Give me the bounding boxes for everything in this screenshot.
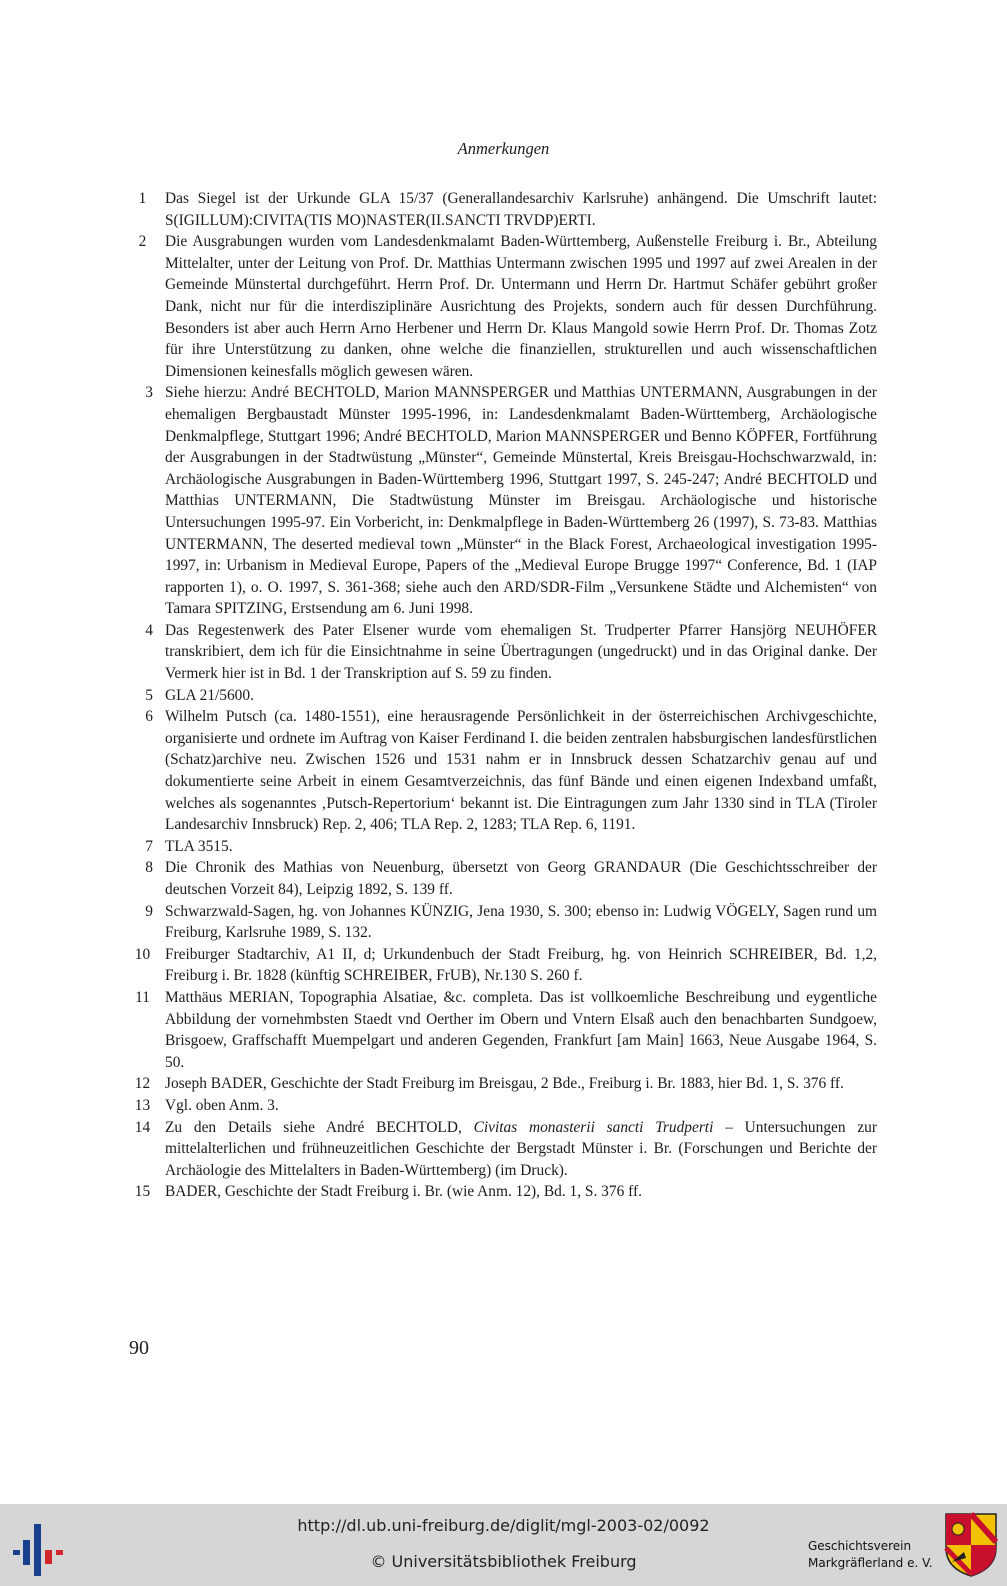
- endnote-12: [120, 1073, 877, 1095]
- endnote-number: 10: [134, 945, 151, 963]
- endnote-9: [120, 901, 877, 944]
- endnote-text: Siehe hierzu: André BECHTOLD, Marion MANNSPERGER und Matthias UNTERMANN, Ausgrabungen in der ehemaligen Bergbaustadt Münster 1995-1996, in: Landesdenkmalamt Baden-Württemberg, Archäologische Denkmalpflege, Stuttgart 1996; André BECHTOLD, Marion MANNSPERGER und Benno KÖPFER, Fortführung der Ausgrabungen in der Stadtwüstung „Münster“, Gemeinde Münstertal, Kreis Breisgau-Hochschwarzwald, in: Archäologische Ausgrabungen in Baden-Württemberg 1996, Stuttgart 1997, S. 245-247; André BECHTOLD und Matthias UNTERMANN, Die Stadtwüstung Münster im Breisgau. Archäologische und historische Untersuchungen 1995-97. Ein Vorbericht, in: Denkmalpflege in Baden-Württemberg 26 (1997), S. 73-83. Matthias UNTERMANN, The deserted medieval town „Münster“ in the Black Forest, Archaeological investigation 1995-1997, in: Urbanism in Medieval Europe, Papers of the „Medieval Europe Brugge 1997“ Conference, Bd. 1 (IAP rapporten 1), o. O. 1997, S. 361-368; siehe auch den ARD/SDR-Film „Versunkene Städte und Alchemisten“ von Tamara SPITZING, Erstsendung am 6. Juni 1998.: [165, 384, 877, 618]
- footer-bar: [0, 1504, 1007, 1586]
- society-name-line2: Markgräflerland e. V.: [808, 1556, 933, 1570]
- endnote-number: 9: [145, 902, 153, 920]
- endnote-text: TLA 3515.: [165, 837, 233, 855]
- endnote-6: [120, 706, 877, 836]
- endnote-number: 2: [138, 233, 147, 251]
- endnote-text: Joseph BADER, Geschichte der Stadt Freiburg im Breisgau, 2 Bde., Freiburg i. Br. 1883, hier Bd. 1, S. 376 ff.: [165, 1075, 844, 1093]
- endnote-number: 11: [135, 988, 150, 1006]
- endnote-10: [120, 944, 877, 987]
- endnote-number: 12: [134, 1075, 151, 1093]
- endnote-number: 4: [145, 621, 153, 639]
- running-header: Anmerkungen: [457, 139, 550, 158]
- endnote-text: BADER, Geschichte der Stadt Freiburg i. Br. (wie Anm. 12), Bd. 1, S. 376 ff.: [165, 1183, 642, 1201]
- endnote-number: 15: [134, 1183, 151, 1201]
- endnote-number: 6: [145, 708, 153, 726]
- endnote-3: [120, 382, 877, 620]
- coat-of-arms-icon[interactable]: [944, 1512, 998, 1578]
- endnote-2: [120, 231, 877, 382]
- endnote-11: [120, 987, 877, 1073]
- endnote-text: Das Regestenwerk des Pater Elsener wurde vom ehemaligen St. Trudperter Pfarrer Hansjörg NEUHÖFER transkribiert, dem ich für die Einsichtnahme in seine Übertragungen (ungedruckt) und in das Original danke. Der Vermerk hier ist in Bd. 1 der Transkription auf S. 59 zu finden.: [165, 621, 877, 683]
- endnote-text: Matthäus MERIAN, Topographia Alsatiae, &c. completa. Das ist vollkoemliche Beschreibung und eygentliche Abbildung der vornehmbsten Staedt vnd Oerther im Obern und Vntern Elsaß auch den benachbarten Sundgoew, Brisgoew, Graffschafft Muempelgart und anderen Gegenden, Frankfurt [am Main] 1663, Neue Ausgabe 1964, S. 50.: [165, 988, 877, 1071]
- endnote-italic-title: Civitas monasterii sancti Trudperti: [473, 1118, 714, 1136]
- endnote-text: Die Ausgrabungen wurden vom Landesdenkmalamt Baden-Württemberg, Außenstelle Freiburg i. Br., Abteilung Mittelalter, unter der Leitung von Prof. Dr. Matthias Untermann zwischen 1995 und 1997 auf zwei Arealen in der Gemeinde Münstertal durchgeführt. Herrn Prof. Dr. Untermann und Herrn Dr. Hartmut Schäfer gebührt großer Dank, nicht nur für die interdisziplinäre Ausrichtung des Projekts, sondern auch für dessen Durchführung. Besonders ist aber auch Herrn Arno Herbener und Herrn Dr. Klaus Mangold sowie Herrn Prof. Dr. Thomas Zotz für ihre Unterstützung zu danken, ohne welche die finanziellen, strukturellen und auch wissenschaftlichen Dimensionen keinesfalls möglich gewesen wären.: [165, 233, 877, 380]
- endnote-5: [120, 685, 877, 707]
- endnote-4: [120, 620, 877, 685]
- page-number: 90: [129, 1337, 149, 1359]
- society-name: [808, 1538, 933, 1572]
- endnote-number: 13: [134, 1096, 151, 1114]
- endnote-text: Vgl. oben Anm. 3.: [165, 1096, 279, 1114]
- endnote-13: [120, 1095, 877, 1117]
- endnote-text: Das Siegel ist der Urkunde GLA 15/37 (Generallandesarchiv Karlsruhe) anhängend. Die Umschrift lautet: S(IGILLUM):CIVITA(TIS MO)NASTER(II.SANCTI TRVDP)ERTI.: [165, 190, 877, 229]
- endnote-text-before: Zu den Details siehe André BECHTOLD,: [165, 1118, 474, 1136]
- endnote-text: [165, 1117, 877, 1182]
- endnote-8: [120, 857, 877, 900]
- endnote-number: 14: [134, 1118, 151, 1136]
- endnote-number: 1: [138, 190, 147, 207]
- document-url-link[interactable]: http://dl.ub.uni-freiburg.de/diglit/mgl-2003-02/0092: [297, 1516, 710, 1535]
- endnote-number: 5: [145, 686, 153, 704]
- endnote-15: [120, 1181, 877, 1203]
- endnote-text: Die Chronik des Mathias von Neuenburg, übersetzt von Georg GRANDAUR (Die Geschichtsschreiber der deutschen Vorzeit 84), Leipzig 1892, S. 139 ff.: [165, 859, 877, 898]
- endnote-text: Schwarzwald-Sagen, hg. von Johannes KÜNZIG, Jena 1930, S. 300; ebenso in: Ludwig VÖGELY, Sagen rund um Freiburg, Karlsruhe 1989, S. 132.: [165, 902, 877, 942]
- endnote-number: 3: [145, 384, 153, 402]
- endnote-1: [120, 188, 877, 231]
- endnote-text: Freiburger Stadtarchiv, A1 II, d; Urkundenbuch der Stadt Freiburg, hg. von Heinrich SCHREIBER, Bd. 1,2, Freiburg i. Br. 1828 (künftig SCHREIBER, FrUB), Nr.130 S. 260 f.: [165, 945, 877, 985]
- endnote-text: Wilhelm Putsch (ca. 1480-1551), eine herausragende Persönlichkeit in der österreichischen Archivgeschichte, organisierte und ordnete im Auftrag von Kaiser Ferdinand I. die beiden zentralen habsburgischen landesfürstlichen (Schatz)archive neu. Zwischen 1526 und 1531 nahm er in Innsbruck dessen Schatzarchiv genau auf und dokumentierte seine Arbeit in einem Gesamtverzeichnis, das fünf Bände und einen eigenen Indexband umfaßt, welches als sogenanntes ‚Putsch-Repertorium‘ bekannt ist. Die Eintragungen zum Jahr 1330 sind in TLA (Tiroler Landesarchiv Innsbruck) Rep. 2, 406; TLA Rep. 2, 1283; TLA Rep. 6, 1191.: [165, 708, 877, 834]
- society-name-line1: Geschichtsverein: [808, 1539, 912, 1553]
- endnote-text-after: – Untersuchungen zur mittelalterlichen und frühneuzeitlichen Geschichte der Bergstadt Münster i. Br. (Forschungen und Berichte der Archäologie des Mittelalters in Baden-Württemberg) (im Druck).: [165, 1118, 877, 1179]
- endnotes-list: [120, 188, 877, 1203]
- endnote-text: GLA 21/5600.: [165, 686, 254, 704]
- endnote-7: [120, 836, 877, 858]
- endnote-number: 7: [145, 837, 153, 855]
- endnote-number: 8: [145, 859, 153, 877]
- copyright-notice: © Universitätsbibliothek Freiburg: [370, 1552, 637, 1571]
- endnote-14: [120, 1117, 877, 1182]
